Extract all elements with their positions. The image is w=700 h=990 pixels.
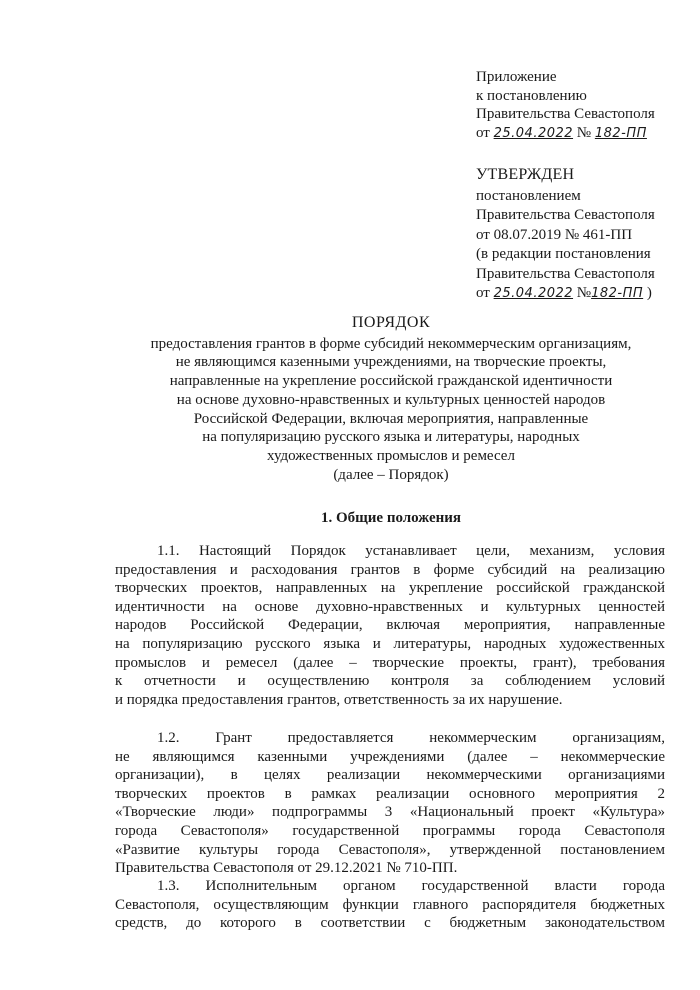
paragraph-line: Правительства Севастополя от 29.12.2021 № 710-ПП. bbox=[115, 860, 458, 877]
appendix-line: Правительства Севастополя bbox=[476, 106, 655, 122]
title-line: направленные на укрепление российской гражданской идентичности bbox=[169, 373, 613, 390]
paragraph-line: идентичности на основе духовно-нравственных и культурных ценностей bbox=[115, 598, 665, 615]
approval-line: постановлением bbox=[476, 187, 581, 204]
paragraph-line: 1.2. Грант предоставляется некоммерческим организациям, bbox=[157, 730, 665, 746]
paragraph-line: творческих проектов в рамках реализации основного мероприятия 2 bbox=[115, 785, 665, 802]
paragraph-1-3 bbox=[115, 877, 665, 933]
appendix-line: Приложение bbox=[476, 69, 557, 85]
appendix-block bbox=[476, 68, 696, 143]
paragraph-line: промыслов и ремесел (далее – творческие проекты, грант), требования bbox=[115, 654, 665, 671]
paragraph-line: народов Российской Федерации, включая мероприятия, направленные bbox=[115, 617, 665, 634]
number-sign: № bbox=[576, 124, 592, 141]
approval-date-line bbox=[476, 284, 696, 304]
title-line: на основе духовно-нравственных и культурных ценностей народов bbox=[176, 391, 606, 408]
title-line: не являющимся казенными учреждениями, на творческие проекты, bbox=[175, 354, 607, 371]
handwritten-date: 25.04.2022 bbox=[493, 286, 574, 301]
paragraph-line: и порядка предоставления грантов, ответственность за их нарушение. bbox=[115, 691, 563, 708]
from-prefix: от bbox=[476, 124, 490, 141]
paragraph-line: «Творческие люди» подпрограммы 3 «Национальный проект «Культура» bbox=[115, 804, 665, 821]
appendix-line: к постановлению bbox=[476, 87, 587, 104]
handwritten-date: 25.04.2022 bbox=[493, 125, 574, 141]
paragraph-line: к отчетности и осуществлению контроля за соблюдением условий bbox=[115, 673, 665, 690]
section-heading: 1. Общие положения bbox=[320, 510, 462, 526]
paragraph-1-1 bbox=[115, 542, 665, 709]
paragraph-line: творческих проектов, направленных на укрепление российской гражданской bbox=[115, 580, 665, 597]
paragraph-line: на популяризацию русского языка и литературы, народных художественных bbox=[115, 635, 665, 652]
paragraph-line: Севастополя, осуществляющим функции главного распорядителя бюджетных bbox=[115, 896, 665, 913]
document-title-block bbox=[100, 314, 682, 484]
paragraph-line: города Севастополя» государственной программы города Севастополя bbox=[115, 822, 665, 839]
title-line: художественных промыслов и ремесел bbox=[267, 447, 515, 464]
approval-line: Правительства Севастополя bbox=[476, 207, 655, 223]
paragraph-1-2 bbox=[115, 729, 665, 878]
closing-parenthesis: ) bbox=[646, 285, 652, 301]
appendix-date-line bbox=[476, 124, 696, 144]
paragraph-line: предоставления и расходования грантов в форме субсидий на реализацию bbox=[115, 561, 665, 578]
paragraph-line: средств, до которого в соответствии с бюджетным законодательством bbox=[115, 915, 665, 932]
approval-line: Правительства Севастополя bbox=[476, 265, 655, 282]
paragraph-line: организации), в целях реализации некоммерческими организациями bbox=[115, 767, 665, 784]
title-line: на популяризацию русского языка и литературы, народных bbox=[202, 429, 580, 446]
paragraph-line: 1.1. Настоящий Порядок устанавливает цели, механизм, условия bbox=[157, 543, 665, 559]
number-sign: № bbox=[576, 285, 592, 301]
paragraph-line: не являющимся казенными учреждениями (далее – некоммерческие bbox=[115, 748, 665, 765]
approval-line: от 08.07.2019 № 461-ПП bbox=[476, 226, 633, 243]
approval-line: (в редакции постановления bbox=[476, 246, 651, 262]
handwritten-number: 182-ПП bbox=[591, 286, 644, 301]
title-line: Российской Федерации, включая мероприятия, направленные bbox=[193, 410, 589, 427]
document-title: ПОРЯДОК bbox=[351, 314, 431, 331]
approval-heading: УТВЕРЖДЕН bbox=[476, 166, 575, 183]
title-line: предоставления грантов в форме субсидий некоммерческим организациям, bbox=[150, 335, 632, 352]
handwritten-number: 182-ПП bbox=[594, 125, 647, 141]
approval-block bbox=[476, 165, 696, 304]
from-prefix: от bbox=[476, 285, 490, 301]
title-line: (далее – Порядок) bbox=[333, 466, 449, 483]
paragraph-line: «Развитие культуры города Севастополя», утвержденной постановлением bbox=[115, 841, 665, 858]
paragraph-line: 1.3. Исполнительным органом государственной власти города bbox=[157, 878, 665, 894]
